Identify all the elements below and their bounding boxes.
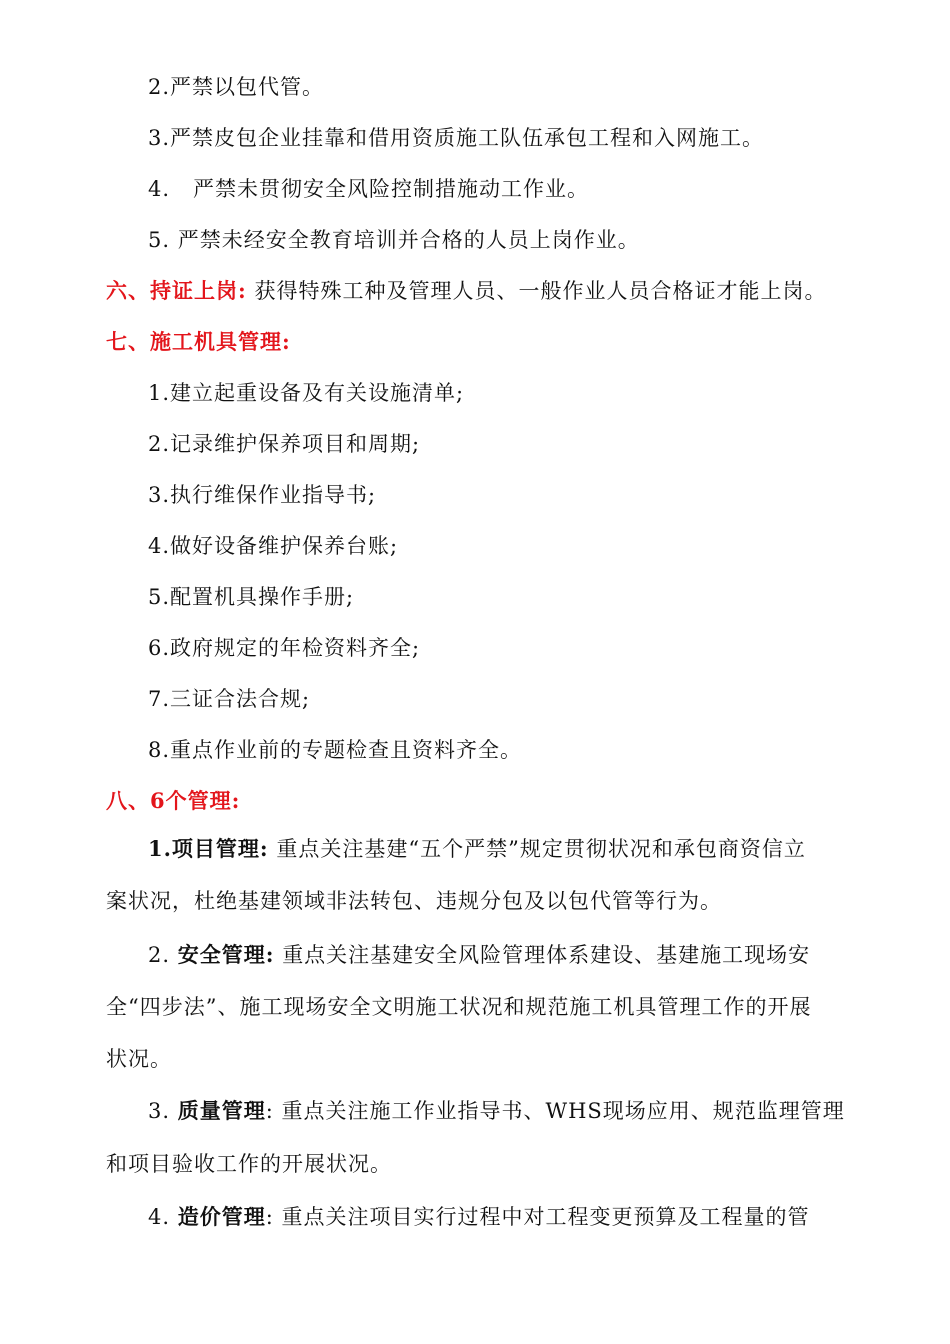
section-heading-certification [106,276,826,306]
paragraph-project-management-line1 [148,834,806,864]
paragraph-text: 重点关注基建“五个严禁”规定贯彻状况和承包商资信立 [276,837,806,861]
list-item: 4.做好设备维护保养台账; [148,534,399,558]
list-item: 2.记录维护保养项目和周期; [148,432,421,456]
paragraph-cost-management-line1 [148,1202,809,1232]
list-item: 8.重点作业前的专题检查且资料齐全。 [148,738,523,762]
section-heading-equipment: 七、施工机具管理: [106,329,291,354]
paragraph-number: 4. [148,1205,171,1229]
section-heading-label: 六、持证上岗: [106,278,247,303]
list-item: 1.建立起重设备及有关设施清单; [148,381,465,405]
list-item: 5.配置机具操作手册; [148,585,355,609]
list-item: 5. 严禁未经安全教育培训并合格的人员上岗作业。 [148,228,640,252]
paragraph-quality-management-line1 [148,1096,845,1126]
section-text: 获得特殊工种及管理人员、一般作业人员合格证才能上岗。 [254,279,827,303]
paragraph-number: 2. [148,943,171,967]
list-item: 2.严禁以包代管。 [148,75,325,99]
paragraph-label: 质量管理 [177,1098,266,1123]
paragraph-text: 案状况，杜绝基建领域非法转包、违规分包及以包代管等行为。 [106,889,722,913]
list-item: 3.执行维保作业指导书; [148,483,377,507]
paragraph-label: 1.项目管理: [148,836,269,861]
paragraph-label: 造价管理 [177,1204,266,1229]
paragraph-safety-management-line1 [148,940,810,970]
list-item: 3.严禁皮包企业挂靠和借用资质施工队伍承包工程和入网施工。 [148,126,765,150]
section-heading-management: 八、6个管理: [106,788,241,813]
list-item: 6.政府规定的年检资料齐全; [148,636,421,660]
paragraph-text: 重点关注基建安全风险管理体系建设、基建施工现场安 [282,943,811,967]
paragraph-text: 全“四步法”、施工现场安全文明施工状况和规范施工机具管理工作的开展 [106,995,812,1019]
paragraph-number: 3. [148,1099,171,1123]
paragraph-text: : 重点关注施工作业指导书、WHS现场应用、规范监理管理 [265,1099,845,1123]
list-item: 7.三证合法合规; [148,687,311,711]
paragraph-text: 状况。 [106,1047,172,1071]
paragraph-text: : 重点关注项目实行过程中对工程变更预算及工程量的管 [265,1205,810,1229]
paragraph-text: 和项目验收工作的开展状况。 [106,1152,392,1176]
paragraph-label: 安全管理: [177,942,275,967]
list-item: 4. 严禁未贯彻安全风险控制措施动工作业。 [148,177,590,201]
